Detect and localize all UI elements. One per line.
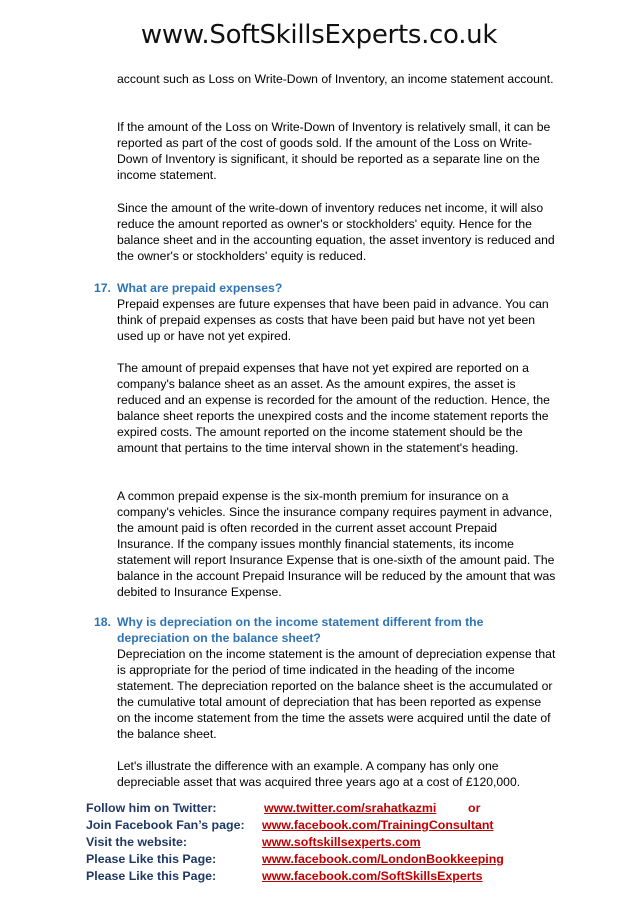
website-link[interactable]: www.softskillsexperts.com: [262, 835, 421, 849]
paragraph-intro: account such as Loss on Write-Down of Inventory, an income statement account.: [117, 72, 554, 86]
question-17-number: 17.: [94, 281, 111, 295]
paragraph-equity-reduction: Since the amount of the write-down of inventory reduces net income, it will also reduce the amount reported as owner's or stockholders' equity. Hence for the balance sheet and in the accounting equation, the asset inventory is reduced and the owner's or stockholders' equity is reduced.: [117, 201, 555, 263]
question-17-answer-3: A common prepaid expense is the six-month premium for insurance on a company's vehicles. Since the insurance company requires payment in advance, the amount paid is often recorded in the current asset account Prepaid Insurance. If the company issues monthly financial statements, its income statement will report Insurance Expense that is one-sixth of the amount paid. The balance in the account Prepaid Insurance will be reduced by the amount that was debited to Insurance Expense.: [117, 489, 556, 599]
facebook-training-link[interactable]: www.facebook.com/TrainingConsultant: [262, 818, 494, 832]
twitter-link[interactable]: www.twitter.com/srahatkazmi: [264, 801, 437, 815]
question-18-answer-1: Depreciation on the income statement is the amount of depreciation expense that is appropriate for the period of time indicated in the heading of the income statement. The depreciation reported on the balance sheet is the accumulated or the cumulative total amount of depreciation that has been reported as expense on the income statement from the time the assets were acquired until the date of the balance sheet.: [117, 647, 556, 741]
question-17-title: What are prepaid expenses?: [117, 281, 283, 295]
facebook-bookkeeping-link[interactable]: www.facebook.com/LondonBookkeeping: [262, 852, 504, 866]
footer-label: Please Like this Page:: [86, 852, 217, 866]
facebook-softskills-link[interactable]: www.facebook.com/SoftSkillsExperts: [262, 869, 483, 883]
footer-label: Follow him on Twitter:: [86, 801, 217, 815]
footer-or-text: or: [468, 801, 481, 815]
footer-label: Join Facebook Fan’s page:: [86, 818, 245, 832]
footer-label: Visit the website:: [86, 835, 187, 849]
question-18-answer-2: Let's illustrate the difference with an example. A company has only one depreciable asset that was acquired three years ago at a cost of £120,000.: [117, 759, 521, 789]
question-18-number: 18.: [94, 615, 111, 629]
question-17-answer-2: The amount of prepaid expenses that have not yet expired are reported on a company's balance sheet as an asset. As the amount expires, the asset is reduced and an expense is recorded for the amount of the reduction. Hence, the balance sheet reports the unexpired costs and the income statement reports the expired costs. The amount reported on the income statement should be the amount that pertains to the time interval shown in the statement's heading.: [117, 361, 550, 455]
question-17-answer-1: Prepaid expenses are future expenses that have been paid in advance. You can think of prepaid expenses as costs that have been paid but have not yet been used up or have not yet expired.: [117, 297, 549, 343]
question-18-title: Why is depreciation on the income statement different from the depreciation on the balance sheet?: [117, 615, 484, 645]
site-header-title: www.SoftSkillsExperts.co.uk: [140, 20, 498, 50]
paragraph-loss-writedown: If the amount of the Loss on Write-Down of Inventory is relatively small, it can be reported as part of the cost of goods sold. If the amount of the Loss on Write-Down of Inventory is significant, it should be reported as a separate line on the income statement.: [117, 120, 551, 182]
footer-label: Please Like this Page:: [86, 869, 217, 883]
